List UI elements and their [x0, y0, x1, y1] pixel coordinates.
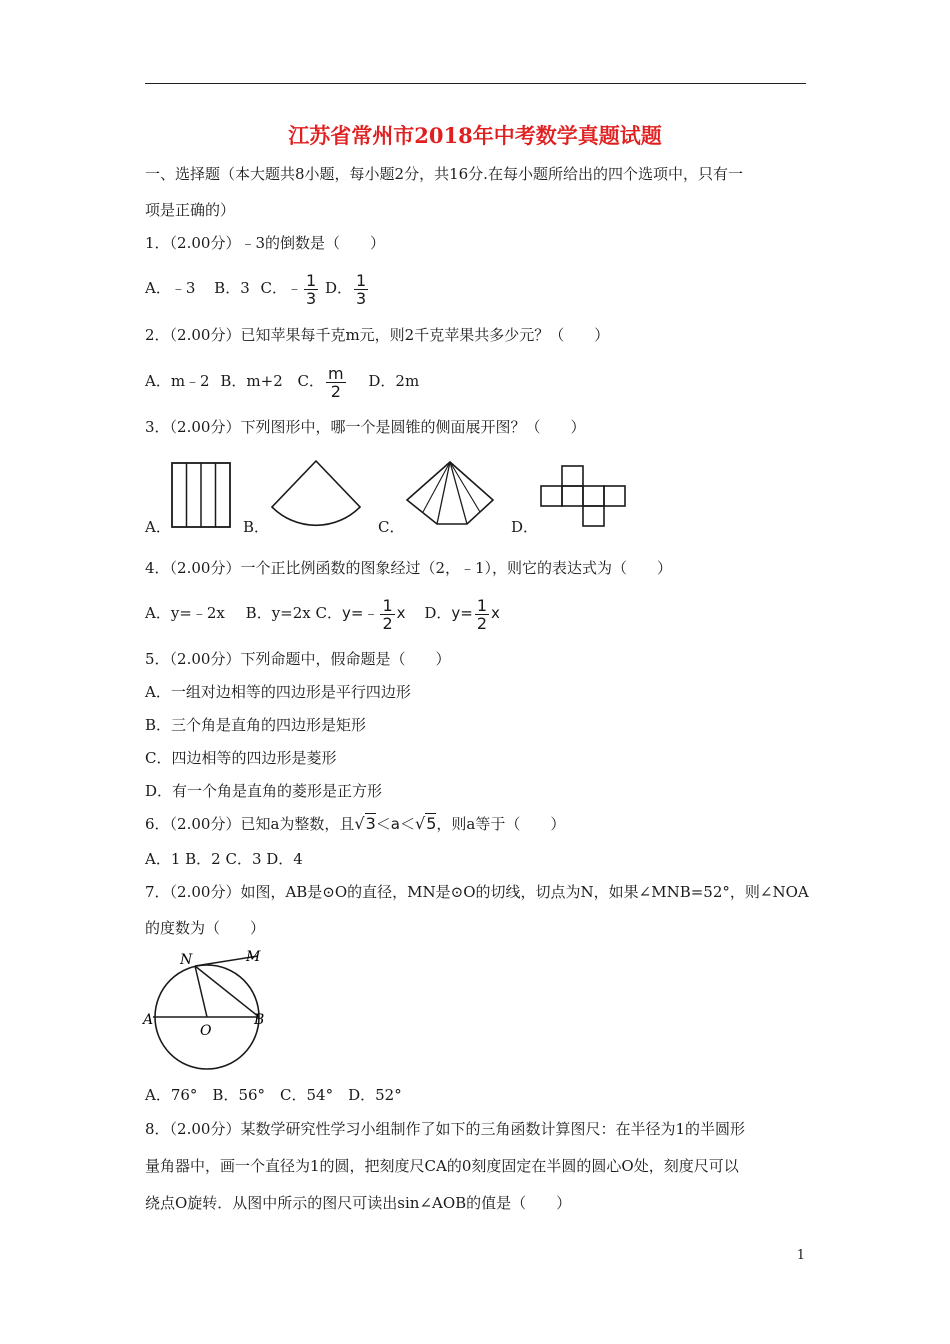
page-number: 1	[796, 1248, 805, 1263]
q2-option-a: A．m﹣2	[145, 372, 210, 390]
q6-radicand-2: 5	[426, 814, 437, 833]
q2-c-numerator: m	[328, 363, 344, 383]
q7-label-b: B	[254, 1012, 265, 1028]
q6-stem-pre: 6．（2.00分）已知a为整数，且	[145, 815, 355, 833]
q6-radicand-1: 3	[365, 814, 376, 833]
q1-option-c-label: C．	[260, 279, 288, 297]
q1-stem: 1．（2.00分）﹣3的倒数是（ ）	[145, 234, 385, 252]
q8-stem-line2: 量角器中，画一个直径为1的圆，把刻度尺CA的0刻度固定在半圆的圆心O处，刻度尺可以	[145, 1157, 739, 1175]
q3-figure-d-cube-net	[540, 464, 626, 528]
q1-c-denominator: 3	[306, 288, 317, 308]
q7-label-m: M	[246, 949, 261, 965]
section-heading-line2: 项是正确的）	[145, 201, 236, 219]
q7-label-a: A	[143, 1012, 154, 1028]
q5-option-a: A．一组对边相等的四边形是平行四边形	[145, 683, 411, 701]
q3-stem: 3．（2.00分）下列图形中，哪一个是圆锥的侧面展开图？（ ）	[145, 418, 586, 436]
q2-c-denominator: 2	[330, 381, 341, 401]
section-heading-line1: 一、选择题（本大题共8小题，每小题2分，共16分.在每小题所给出的四个选项中，只有一	[145, 165, 743, 183]
q5-option-b: B．三个角是直角的四边形是矩形	[145, 716, 367, 734]
q7-circle-figure	[140, 944, 275, 1072]
q7-label-o: O	[200, 1023, 212, 1039]
q1-option-c-fraction	[304, 272, 318, 307]
q5-option-c: C．四边相等的四边形是菱形	[145, 749, 337, 767]
q1-option-a: A．﹣3	[145, 279, 196, 297]
q4-options	[145, 593, 500, 633]
q1-d-denominator: 3	[356, 288, 367, 308]
q3-option-c: C．	[378, 518, 405, 536]
q4-option-c-fraction	[380, 597, 394, 632]
q6-inequality: ＜a＜	[375, 815, 415, 833]
q7-stem-line1: 7．（2.00分）如图，AB是⊙O的直径，MN是⊙O的切线，切点为N，如果∠MNB=52°，则∠NOA	[145, 883, 809, 901]
q4-option-d-fraction	[475, 597, 489, 632]
q6-stem	[145, 814, 565, 834]
page-title: 江苏省常州市2018年中考数学真题试题	[288, 123, 662, 148]
q4-c-denominator: 2	[382, 613, 393, 633]
q3-figure-a-rectangles	[171, 462, 231, 528]
q4-c-numerator: 1	[382, 595, 393, 615]
q4-d-variable: x	[491, 604, 500, 622]
q7-options: A．76° B．56° C．54° D．52°	[145, 1086, 402, 1104]
q3-option-d: D．	[511, 518, 539, 536]
q3-option-b: B．	[243, 518, 270, 536]
q4-option-b: B．y=2x	[245, 604, 311, 622]
q4-option-a: A．y=﹣2x	[145, 604, 225, 622]
q2-stem: 2．（2.00分）已知苹果每千克m元，则2千克苹果共多少元？（ ）	[145, 326, 610, 344]
q3-figure-b-sector	[270, 459, 362, 531]
q8-stem-line1: 8．（2.00分）某数学研究性学习小组制作了如下的三角函数计算图尺：在半径为1的半圆形	[145, 1120, 745, 1138]
q1-d-numerator: 1	[356, 270, 367, 290]
q2-option-c-label: C．	[297, 372, 325, 390]
q5-stem: 5．（2.00分）下列命题中，假命题是（ ）	[145, 650, 451, 668]
q1-option-b: B．3	[214, 279, 250, 297]
q8-stem-line3: 绕点O旋转．从图中所示的图尺可读出sin∠AOB的值是（ ）	[145, 1194, 572, 1212]
q1-options	[145, 268, 370, 308]
q4-c-variable: x	[396, 604, 406, 622]
q3-figure-c-pyramid	[405, 460, 495, 526]
q6-options: A．1 B．2 C．3 D．4	[145, 850, 303, 868]
q2-option-d: D．2m	[368, 372, 420, 390]
q6-sqrt3: √3	[354, 814, 376, 833]
q7-stem-line2: 的度数为（ ）	[145, 919, 266, 937]
q2-option-b: B．m+2	[220, 372, 283, 390]
q4-d-denominator: 2	[476, 613, 487, 633]
q4-d-lhs: y=	[451, 604, 473, 622]
q2-option-c-fraction	[326, 365, 346, 400]
q1-c-numerator: 1	[306, 270, 317, 290]
q4-option-c-label: C．	[315, 604, 343, 622]
q4-option-d-label: D．	[424, 604, 452, 622]
q3-option-a: A．	[145, 518, 171, 536]
q4-stem: 4．（2.00分）一个正比例函数的图象经过（2，﹣1），则它的表达式为（ ）	[145, 559, 673, 577]
q1-option-d-fraction	[354, 272, 368, 307]
header-rule	[145, 83, 806, 84]
q1-option-d-label: D．	[325, 279, 353, 297]
q1-option-c-sign: ﹣	[287, 279, 303, 297]
q4-d-numerator: 1	[476, 595, 487, 615]
q5-option-d: D．有一个角是直角的菱形是正方形	[145, 782, 383, 800]
q4-c-lhs: y=﹣	[342, 604, 379, 622]
q7-label-n: N	[180, 952, 193, 968]
q6-sqrt5: √5	[414, 814, 437, 833]
q2-options	[145, 361, 419, 401]
q6-stem-post: ，则a等于（ ）	[436, 815, 566, 833]
